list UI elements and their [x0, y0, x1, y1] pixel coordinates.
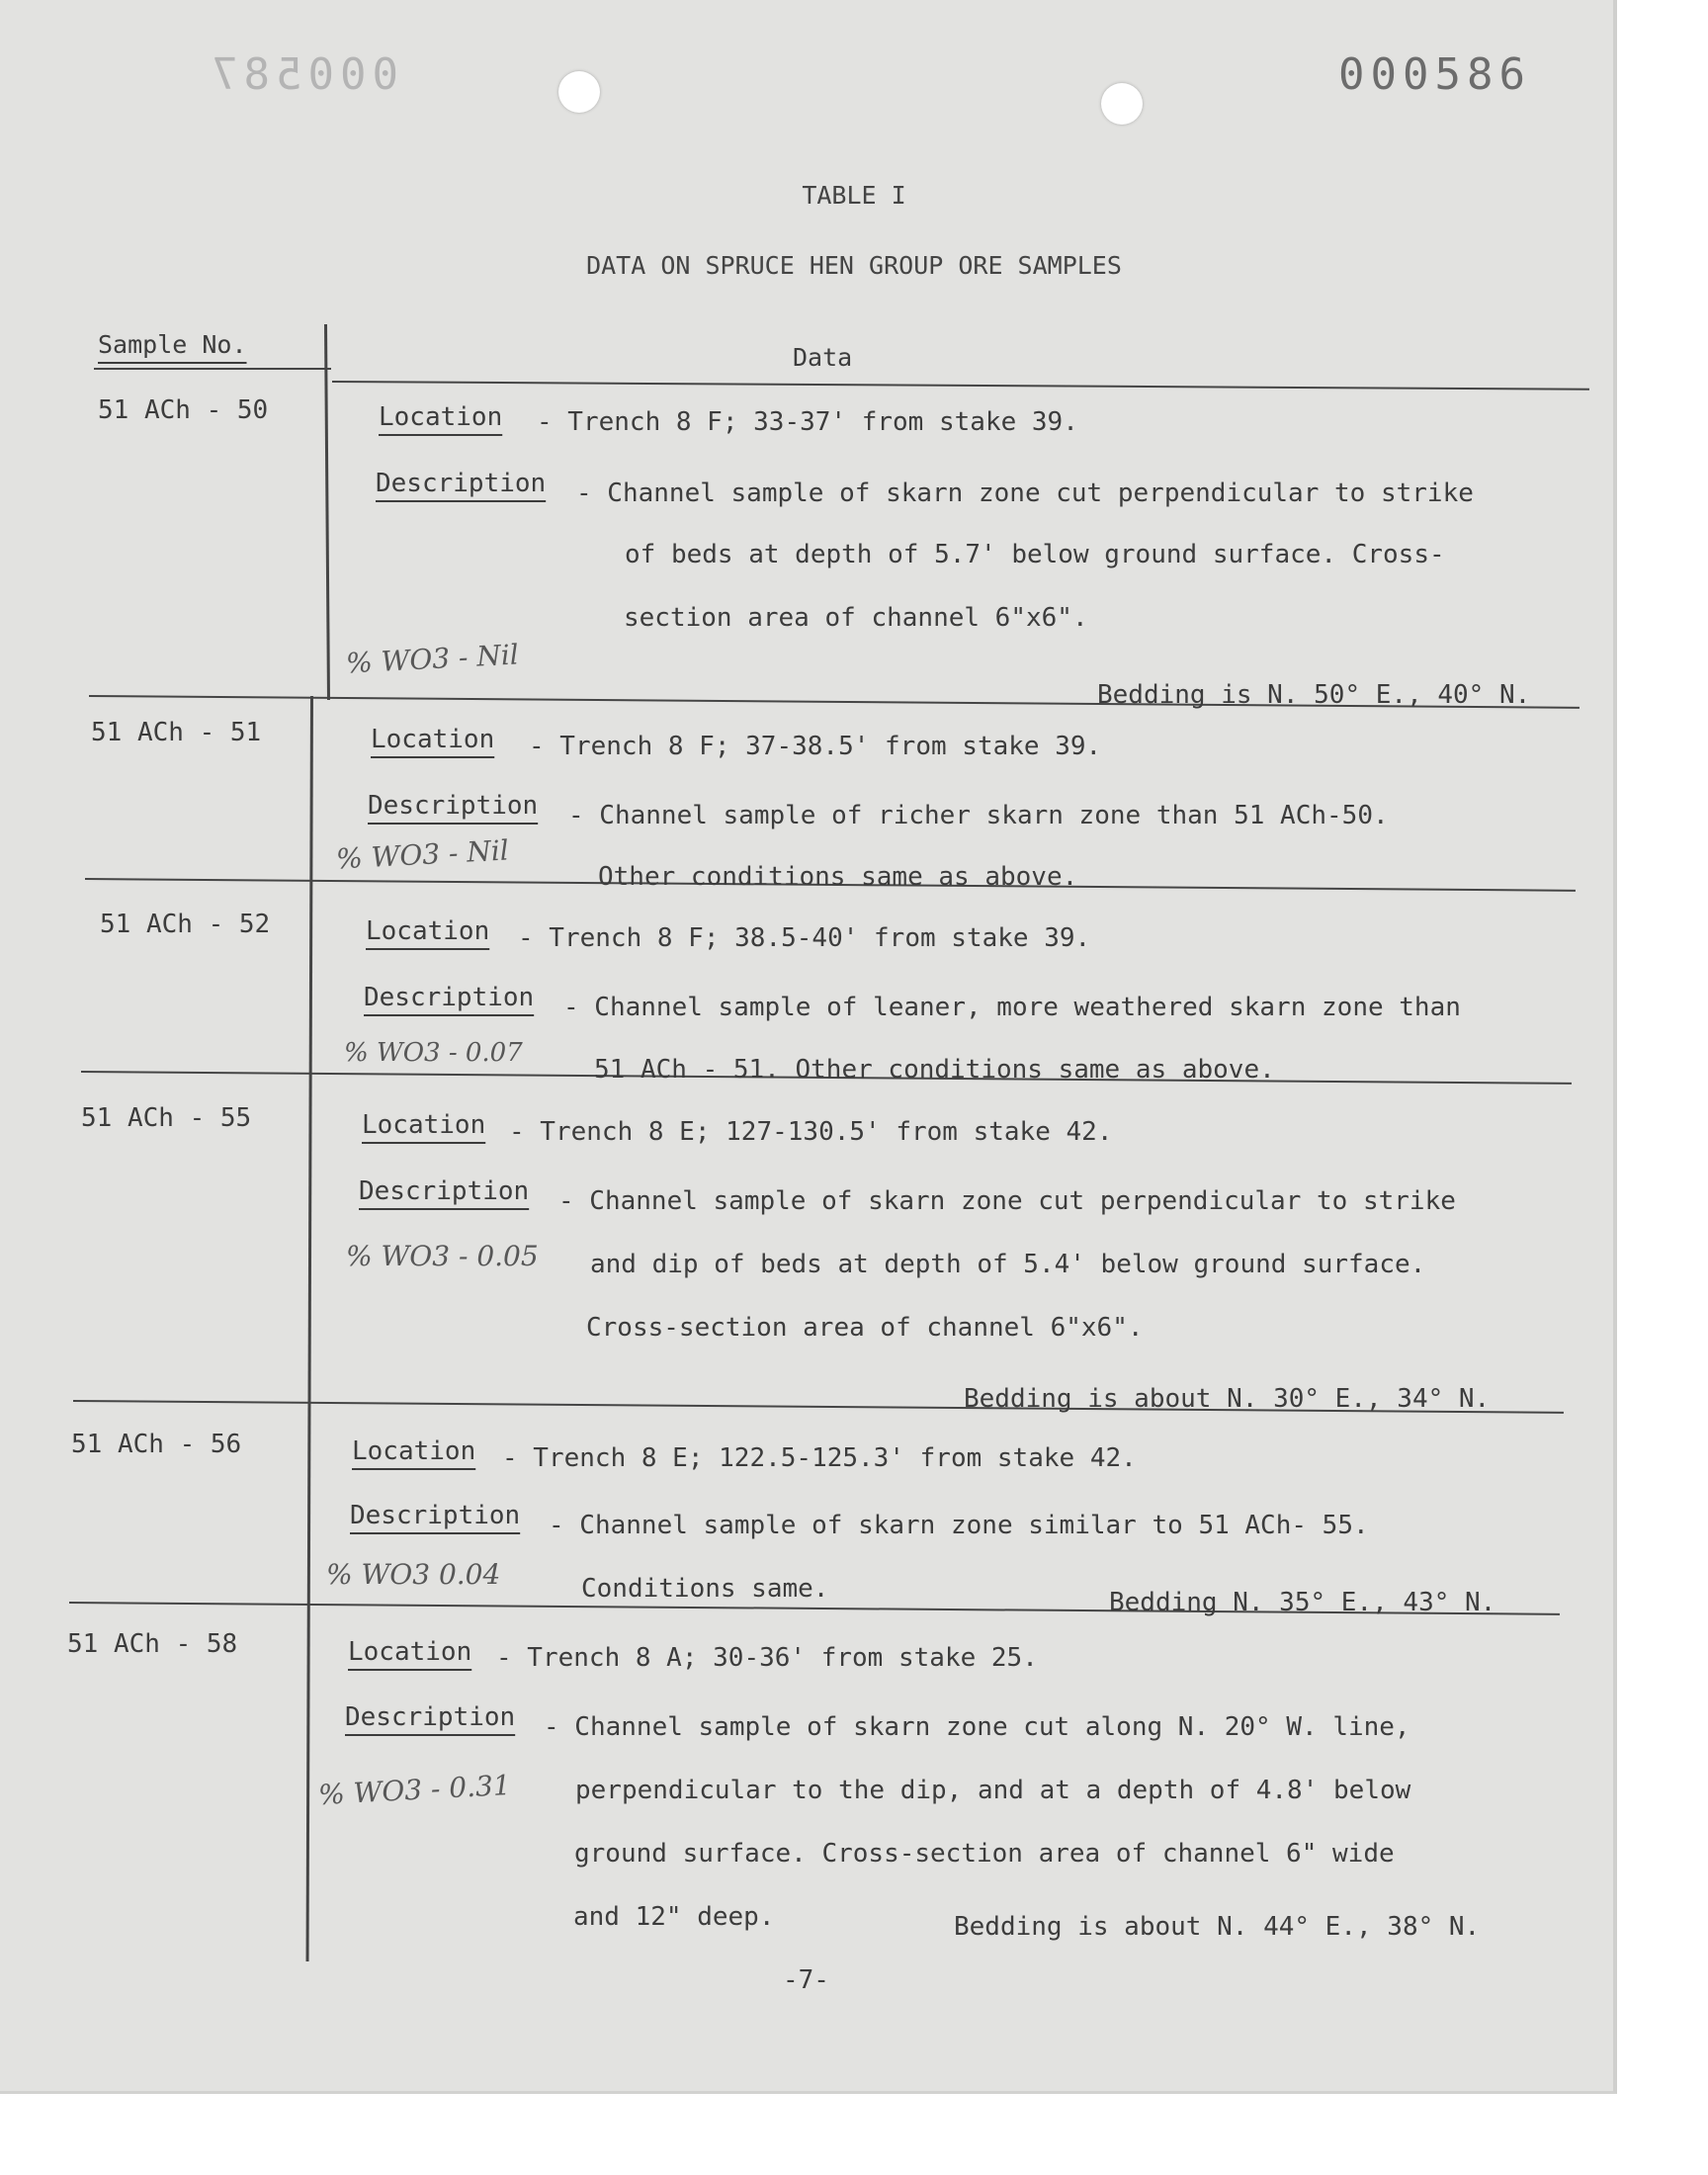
sample-number: 51 ACh - 51	[91, 718, 262, 747]
description-line: perpendicular to the dip, and at a depth of 4.8' below	[575, 1776, 1411, 1805]
punch-hole-left	[558, 71, 600, 113]
handwritten-note: % WO3 - Nil	[335, 833, 510, 876]
description-label: Description	[368, 791, 539, 821]
bedding-text: Bedding is about N. 30° E., 34° N.	[964, 1384, 1491, 1414]
description-text: - Channel sample of skarn zone cut along N. 20° W. line,	[544, 1712, 1410, 1742]
handwritten-note: % WO3 0.04	[326, 1558, 501, 1591]
description-text: - Channel sample of leaner, more weathered skarn zone than	[563, 993, 1461, 1022]
description-line: ground surface. Cross-section area of channel 6" wide	[574, 1839, 1395, 1869]
description-label: Description	[345, 1702, 516, 1732]
data-header: Data	[793, 343, 853, 372]
location-label: Location	[379, 402, 503, 432]
location-text: - Trench 8 F; 33-37' from stake 39.	[537, 407, 1078, 437]
description-line: Other conditions same as above.	[598, 862, 1078, 892]
handwritten-note: % WO3 - 0.05	[346, 1240, 539, 1272]
sample-number: 51 ACh - 50	[98, 395, 269, 425]
sample-no-header: Sample No.	[98, 330, 247, 359]
location-text: - Trench 8 F; 38.5-40' from stake 39.	[518, 923, 1091, 953]
bedding-text: Bedding N. 35° E., 43° N.	[1109, 1588, 1496, 1617]
location-label: Location	[362, 1110, 486, 1140]
description-line: 51 ACh - 51. Other conditions same as above.	[594, 1055, 1275, 1085]
description-text: - Channel sample of richer skarn zone than 51 ACh-50.	[568, 801, 1389, 830]
description-line: Cross-section area of channel 6"x6".	[586, 1313, 1144, 1343]
description-label: Description	[376, 469, 547, 498]
description-text: - Channel sample of skarn zone cut perpendicular to strike	[576, 478, 1474, 508]
column-divider	[324, 324, 330, 700]
description-line: section area of channel 6"x6".	[624, 603, 1088, 633]
location-text: - Trench 8 E; 122.5-125.3' from stake 42.	[502, 1443, 1137, 1473]
table-heading: TABLE I	[802, 181, 906, 210]
description-line: of beds at depth of 5.7' below ground surface. Cross-	[625, 540, 1445, 569]
sample-number: 51 ACh - 52	[100, 910, 271, 939]
description-line: and dip of beds at depth of 5.4' below ground surface.	[590, 1250, 1426, 1279]
description-label: Description	[350, 1501, 521, 1530]
header-rule	[332, 381, 1589, 391]
location-label: Location	[366, 916, 490, 946]
location-label: Location	[348, 1637, 472, 1667]
bedding-text: Bedding is about N. 44° E., 38° N.	[954, 1912, 1481, 1942]
location-label: Location	[352, 1436, 476, 1466]
location-text: - Trench 8 F; 37-38.5' from stake 39.	[529, 732, 1102, 761]
description-line: and 12" deep.	[573, 1902, 775, 1932]
description-label: Description	[359, 1176, 530, 1206]
description-text: - Channel sample of skarn zone similar to 51 ACh- 55.	[549, 1511, 1369, 1540]
description-label: Description	[364, 983, 535, 1012]
table-title: DATA ON SPRUCE HEN GROUP ORE SAMPLES	[586, 251, 1122, 280]
sample-number: 51 ACh - 55	[81, 1103, 252, 1133]
punch-hole-right	[1101, 83, 1143, 125]
header-rule	[94, 368, 331, 370]
location-text: - Trench 8 E; 127-130.5' from stake 42.	[509, 1117, 1113, 1147]
column-divider	[306, 696, 313, 1961]
bedding-text: Bedding is N. 50° E., 40° N.	[1097, 680, 1531, 710]
sample-number: 51 ACh - 56	[71, 1430, 242, 1459]
description-text: - Channel sample of skarn zone cut perpendicular to strike	[558, 1186, 1456, 1216]
description-line: Conditions same.	[581, 1574, 829, 1604]
location-label: Location	[371, 725, 495, 754]
bleed-through-stamp: 000587	[206, 49, 398, 100]
location-text: - Trench 8 A; 30-36' from stake 25.	[496, 1643, 1038, 1673]
document-number-stamp: 000586	[1338, 49, 1531, 100]
sample-number: 51 ACh - 58	[67, 1629, 238, 1659]
handwritten-note: % WO3 - Nil	[345, 638, 520, 680]
handwritten-note: % WO3 - 0.07	[344, 1038, 523, 1068]
handwritten-note: % WO3 - 0.31	[317, 1768, 512, 1812]
page-number: -7-	[783, 1965, 829, 1995]
